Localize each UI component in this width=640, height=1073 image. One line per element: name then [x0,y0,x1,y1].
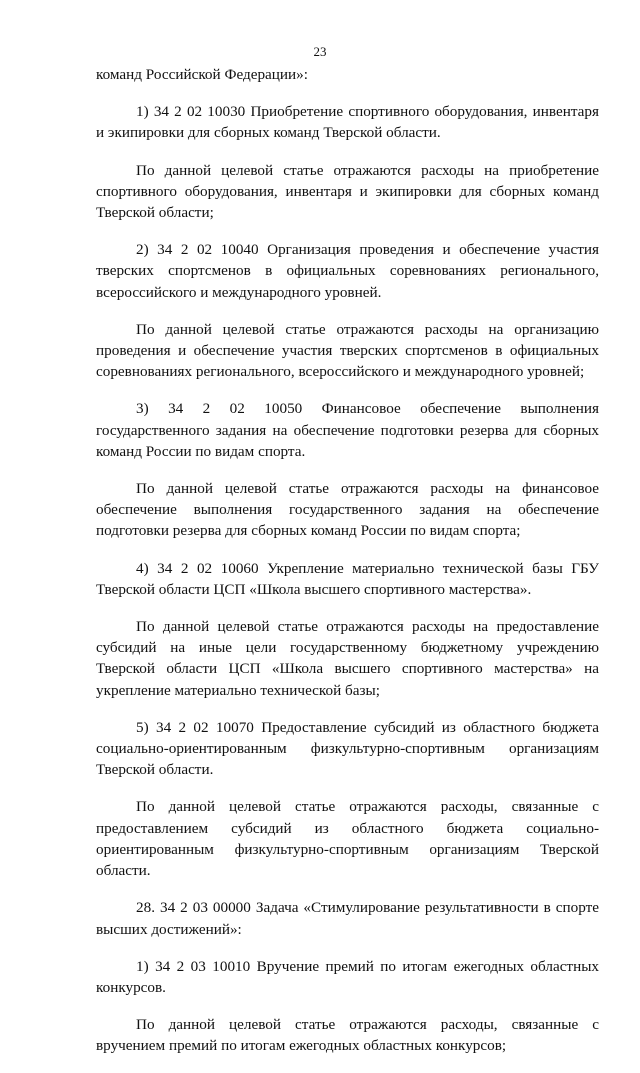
paragraph-task-28-item-1: 1) 34 2 03 10010 Вручение премий по итогам ежегодных областных конкурсов. [96,957,599,996]
paragraph-item-3: 3) 34 2 02 10050 Финансовое обеспечение выполнения государственного задания на обеспечение подготовки резерва для сборных команд России по видам спорта. [96,400,599,460]
page-number: 23 [313,44,327,59]
paragraph-item-4: 4) 34 2 02 10060 Укрепление материально технической базы ГБУ Тверской области ЦСП «Школа высшего спортивного мастерства». [96,559,599,598]
paragraph-item-1-description: По данной целевой статье отражаются расходы на приобретение спортивного оборудования, инвентаря и экипировки для сборных команд Тверской области; [96,161,599,222]
paragraph-item-3-description: По данной целевой статье отражаются расходы на финансовое обеспечение выполнения государственного задания на обеспечение подготовки резерва для сборных команд России по видам спорта; [96,480,599,540]
paragraph-item-5-description: По данной целевой статье отражаются расходы, связанные с предоставлением субсидий из областного бюджета социально-ориентированным физкультурно-спортивным организациям Тверской области. [96,798,599,880]
paragraph-item-4-description: По данной целевой статье отражаются расходы на предоставление субсидий на иные цели государственному бюджетному учреждению Тверской области ЦСП «Школа высшего спортивного мастерства» на укрепление материально технической базы; [96,618,599,699]
document-body [96,64,599,1073]
paragraph-item-1: 1) 34 2 02 10030 Приобретение спортивного оборудования, инвентаря и экипировки для сборных команд Тверской области. [96,103,599,142]
paragraph-item-2: 2) 34 2 02 10040 Организация проведения и обеспечение участия тверских спортсменов в официальных соревнованиях регионального, всероссийского и международного уровней. [96,241,599,301]
paragraph-task-28: 28. 34 2 03 00000 Задача «Стимулирование результативности в спорте высших достижений»: [96,899,599,938]
paragraph-continuation: команд Российской Федерации»: [96,66,308,83]
paragraph-item-2-description: По данной целевой статье отражаются расходы на организацию проведения и обеспечение участия тверских спортсменов в официальных соревнованиях регионального, всероссийского и международного уровней; [96,320,599,381]
paragraph-task-28-item-1-description: По данной целевой статье отражаются расходы, связанные с вручением премий по итогам ежегодных областных конкурсов; [96,1016,599,1055]
paragraph-item-5: 5) 34 2 02 10070 Предоставление субсидий из областного бюджета социально-ориентированным физкультурно-спортивным организациям Тверской области. [96,718,599,779]
